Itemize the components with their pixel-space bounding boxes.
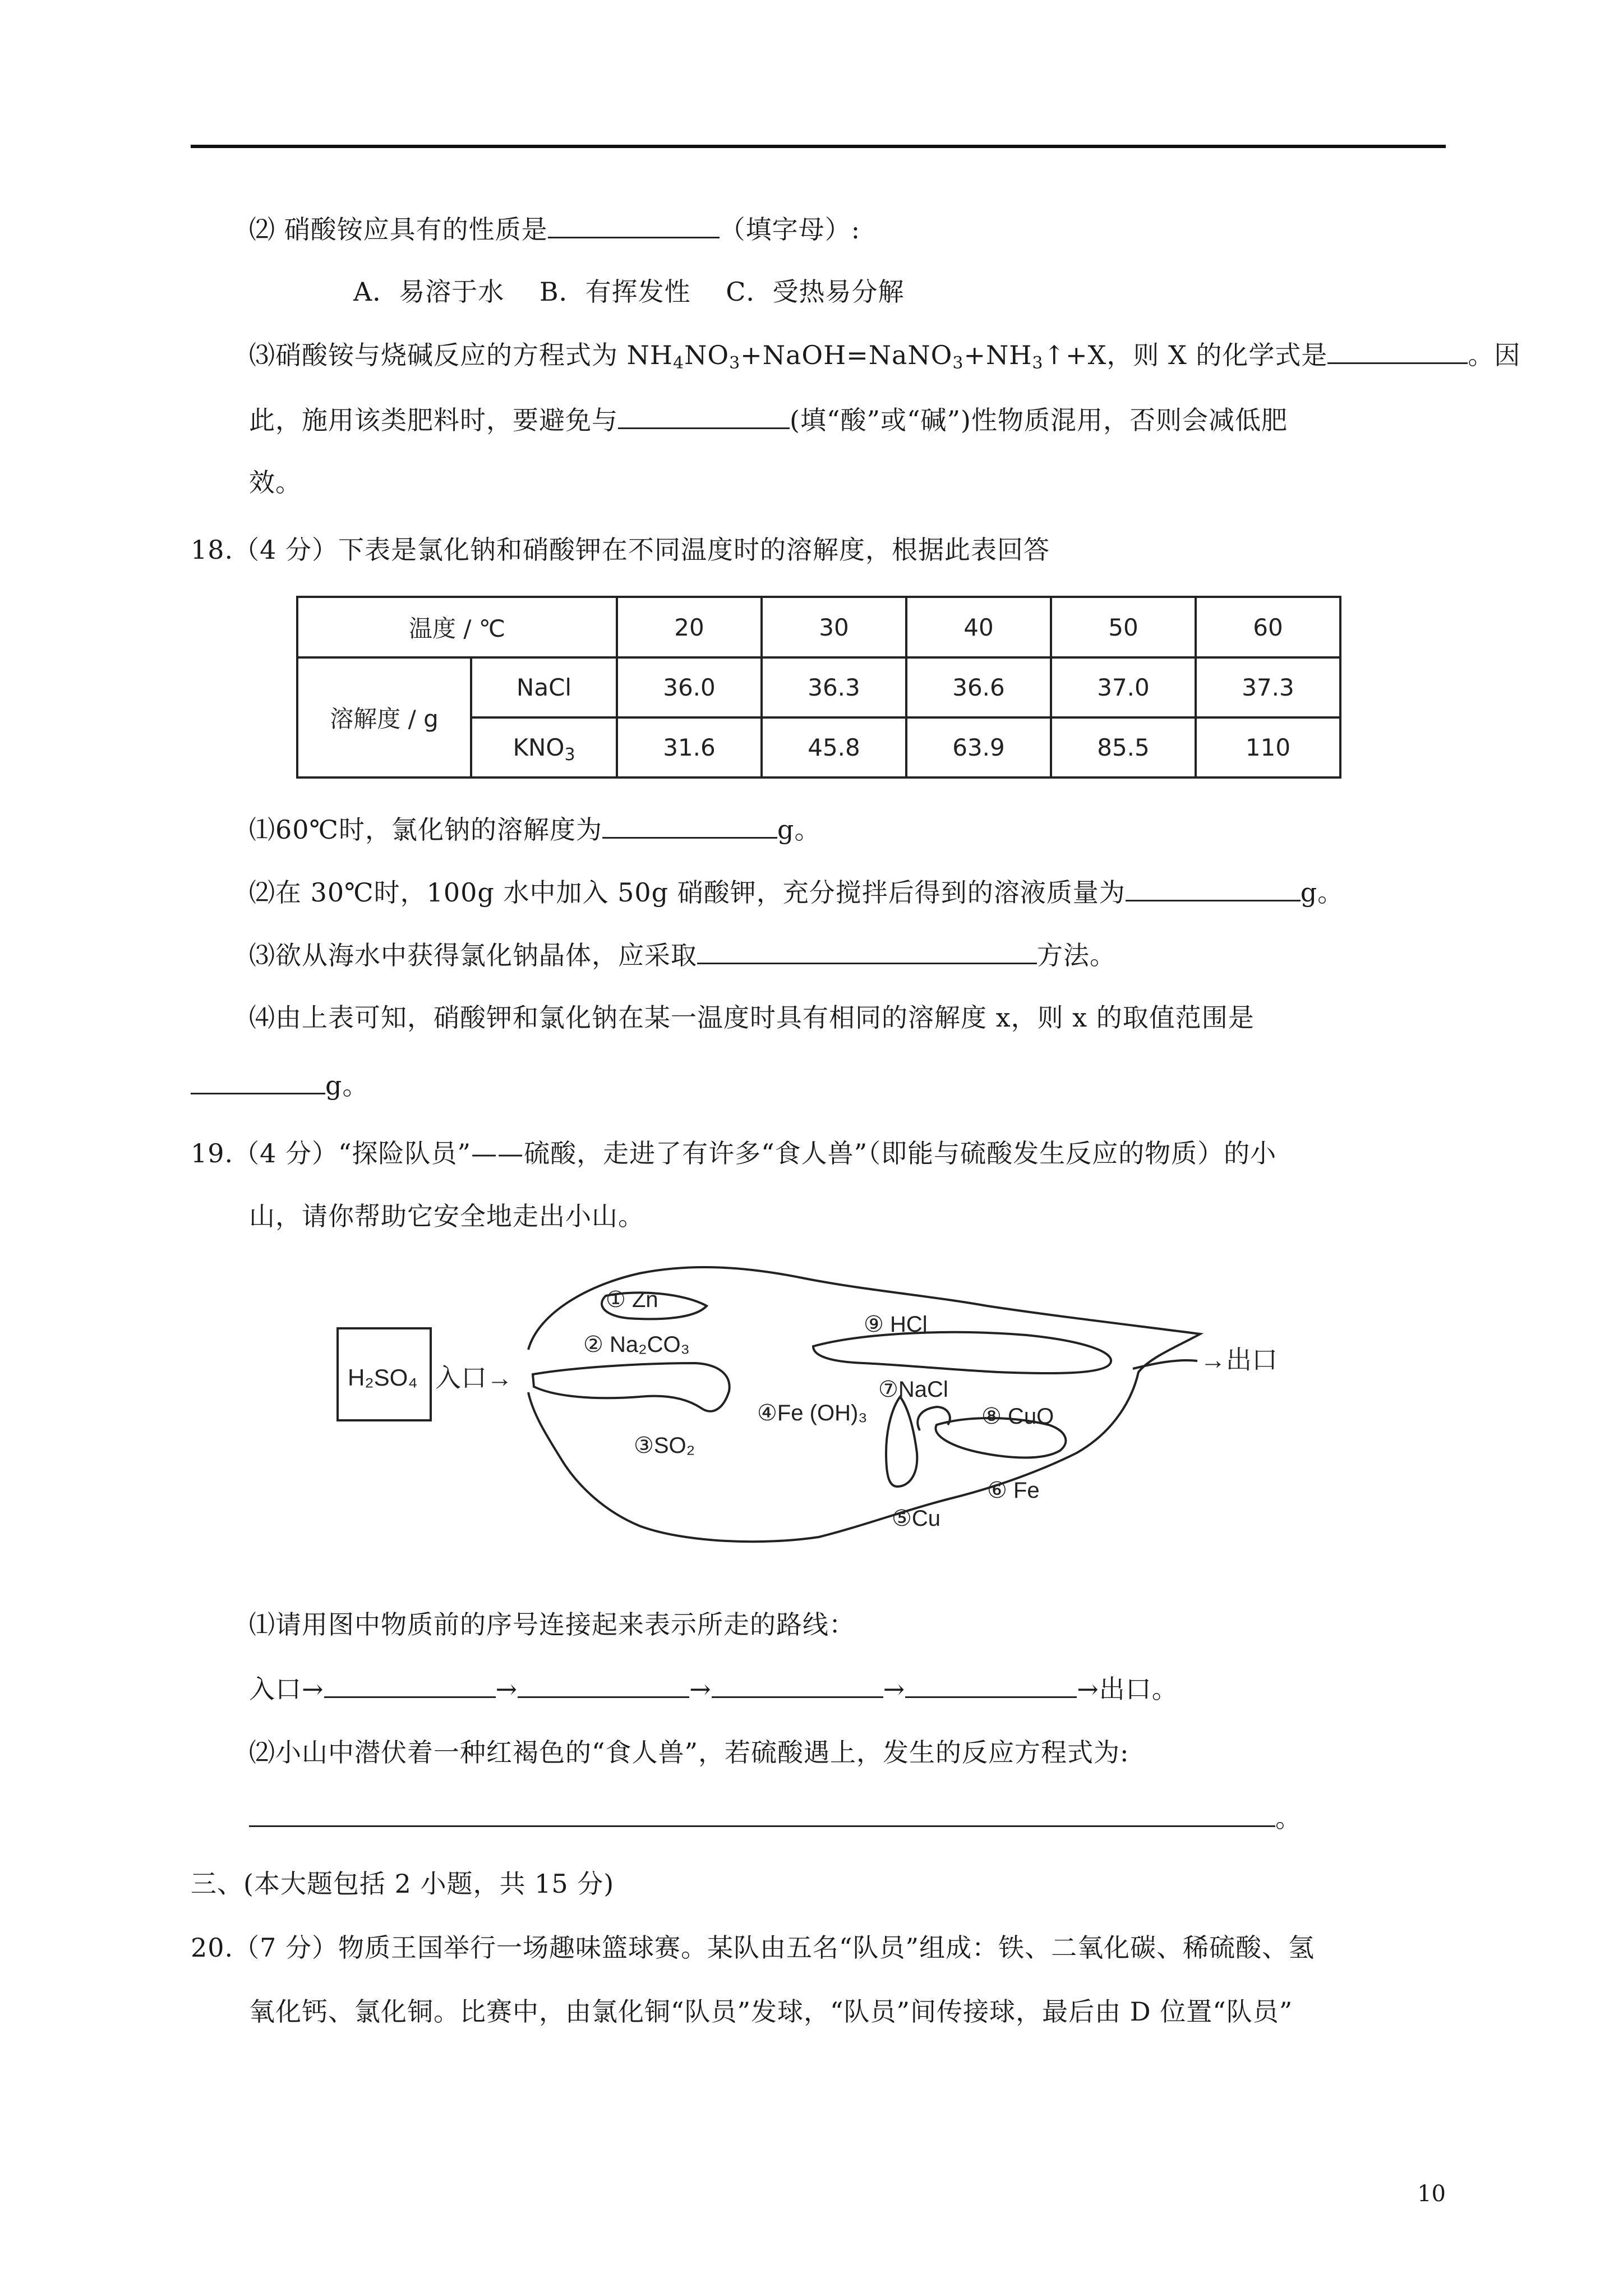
q17-part3-line2-text: 此，施用该类肥料时，要避免与 [249, 405, 618, 435]
exit-path [1133, 1360, 1197, 1369]
value-cell: 110 [1196, 717, 1340, 777]
q19-header-line2: 山，请你帮助它安全地走出小山。 [249, 1201, 644, 1231]
q18-part2-text: ⑵在 30℃时，100g 水中加入 50g 硝酸钾，充分搅拌后得到的溶液质量为 [249, 877, 1126, 908]
q17-part3-end: 。因 [1468, 340, 1521, 370]
value-cell: 63.9 [906, 717, 1051, 777]
page-number: 10 [1417, 2181, 1446, 2207]
nacl-region [886, 1397, 917, 1487]
q17-part3-blank[interactable] [1327, 338, 1468, 364]
q17-part3-text: ⑶硝酸铵与烧碱反应的方程式为 NH [249, 340, 673, 370]
q20-line1: 20.（7 分）物质王国举行一场趣味篮球赛。某队由五名“队员”组成：铁、二氧化碳、稀硫酸、氢 [191, 1932, 1315, 1963]
q18-part3 [249, 938, 1116, 972]
q18-part4-blank[interactable] [191, 1068, 325, 1094]
q20-line2: 氧化钙、氯化铜。比赛中，由氯化铜“队员”发球，“队员”间传接球，最后由 D 位置“队员” [249, 1996, 1293, 2027]
cuo-label: ⑧ CuO [981, 1404, 1054, 1429]
formula-text: +NH [963, 340, 1032, 370]
temp-label-cell: 温度 / ℃ [297, 597, 617, 657]
temp-cell: 40 [906, 597, 1051, 657]
q18-header: 18.（4 分）下表是氯化钠和硝酸钾在不同温度时的溶解度，根据此表回答 [191, 535, 1050, 565]
value-cell: 31.6 [617, 717, 762, 777]
route-blank-3[interactable] [712, 1672, 883, 1698]
central-region [533, 1363, 730, 1411]
table-header-row [297, 597, 1340, 657]
route-start: 入口→ [249, 1674, 324, 1704]
feoh3-label: ④Fe (OH)₃ [757, 1401, 868, 1425]
q18-part1-suffix: g。 [777, 815, 821, 845]
q18-part4-suffix: g。 [325, 1070, 369, 1101]
q19-part1: ⑴请用图中物质前的序号连接起来表示所走的路线： [249, 1609, 855, 1640]
q17-part2-text: ⑵ 硝酸铵应具有的性质是 [249, 214, 548, 245]
substance-cell [471, 717, 617, 777]
temp-cell: 60 [1196, 597, 1340, 657]
nacl-label: ⑦NaCl [878, 1377, 948, 1402]
q18-part4-line2 [191, 1068, 368, 1102]
route-blank-4[interactable] [905, 1672, 1077, 1698]
mountain-maze-diagram [325, 1262, 1312, 1571]
subscript: 3 [952, 353, 964, 373]
temp-cell: 20 [617, 597, 762, 657]
cu-label: ⑤Cu [892, 1506, 940, 1531]
header-rule [191, 145, 1446, 148]
table-row [297, 657, 1340, 717]
q17-part3-line2-suffix: (填“酸”或“碱”)性物质混用，否则会减低肥 [790, 405, 1288, 435]
substance-cell: NaCl [471, 657, 617, 717]
na2co3-label: ② Na₂CO₃ [583, 1332, 690, 1357]
route-end: →出口。 [1077, 1674, 1178, 1704]
substance-name: KNO [513, 734, 565, 761]
q17-options: A．易溶于水 B．有挥发性 C．受热易分解 [353, 277, 905, 307]
zn-label: ① Zn [606, 1287, 658, 1312]
subscript: 3 [729, 353, 741, 373]
hcl-label: ⑨ HCl [864, 1312, 928, 1337]
q17-part2-blank[interactable] [548, 212, 720, 238]
temp-cell: 30 [762, 597, 906, 657]
q17-part3-line2 [249, 403, 1288, 437]
formula-text: +NaOH=NaNO [740, 340, 953, 370]
q18-part1-text: ⑴60℃时，氯化钠的溶解度为 [249, 815, 602, 845]
equation-end: 。 [1275, 1803, 1302, 1833]
q18-part1-blank[interactable] [602, 812, 777, 839]
subscript: 3 [564, 745, 575, 765]
section3-heading: 三、(本大题包括 2 小题，共 15 分) [191, 1869, 615, 1899]
q18-part3-text: ⑶欲从海水中获得氯化钠晶体，应采取 [249, 940, 697, 970]
q17-acid-base-blank[interactable] [618, 403, 790, 429]
arrow: → [883, 1674, 906, 1704]
solubility-label-cell: 溶解度 / g [297, 657, 471, 777]
q17-part3-line3: 效。 [249, 467, 302, 498]
value-cell: 37.0 [1051, 657, 1196, 717]
subscript: 3 [1032, 353, 1044, 373]
value-cell: 36.6 [906, 657, 1051, 717]
formula-text: ↑+X，则 X 的化学式是 [1043, 340, 1328, 370]
q18-part3-suffix: 方法。 [1037, 940, 1116, 970]
h2so4-label: H₂SO₄ [348, 1364, 418, 1391]
q17-part2-suffix: （填字母）: [719, 214, 861, 245]
exit-label: →出口 [1200, 1345, 1278, 1374]
q18-part3-blank[interactable] [697, 938, 1037, 964]
q19-header: 19.（4 分）“探险队员”——硫酸，走进了有许多“食人兽”（即能与硫酸发生反应的物质）的小 [191, 1138, 1277, 1168]
formula-text: NO [684, 340, 730, 370]
q19-route-line [249, 1672, 1178, 1706]
value-cell: 36.3 [762, 657, 906, 717]
fe-label: ⑥ Fe [987, 1478, 1040, 1503]
equation-blank[interactable] [249, 1801, 1275, 1827]
value-cell: 37.3 [1196, 657, 1340, 717]
hcl-region [813, 1332, 1111, 1373]
value-cell: 36.0 [617, 657, 762, 717]
q18-part1 [249, 812, 820, 846]
subscript: 4 [673, 353, 685, 373]
arrow: → [495, 1674, 518, 1704]
q19-part2-answer-line [249, 1801, 1302, 1835]
so2-label: ③SO₂ [634, 1433, 695, 1458]
solubility-table [296, 596, 1341, 779]
q18-part4: ⑷由上表可知，硝酸钾和氯化钠在某一温度时具有相同的溶解度 x，则 x 的取值范围是 [249, 1002, 1255, 1033]
route-blank-2[interactable] [518, 1672, 689, 1698]
q18-part2-suffix: g。 [1300, 877, 1344, 908]
q18-part2-blank[interactable] [1126, 875, 1301, 901]
value-cell: 85.5 [1051, 717, 1196, 777]
route-blank-1[interactable] [324, 1672, 496, 1698]
value-cell: 45.8 [762, 717, 906, 777]
q19-part2: ⑵小山中潜伏着一种红褐色的“食人兽”，若硫酸遇上，发生的反应方程式为: [249, 1737, 1129, 1768]
arrow: → [689, 1674, 712, 1704]
q18-part2 [249, 875, 1344, 909]
q17-part2 [249, 212, 860, 246]
temp-cell: 50 [1051, 597, 1196, 657]
entrance-label: 入口→ [435, 1363, 513, 1392]
inner-curve [917, 1407, 950, 1430]
q17-part3 [249, 338, 1520, 372]
